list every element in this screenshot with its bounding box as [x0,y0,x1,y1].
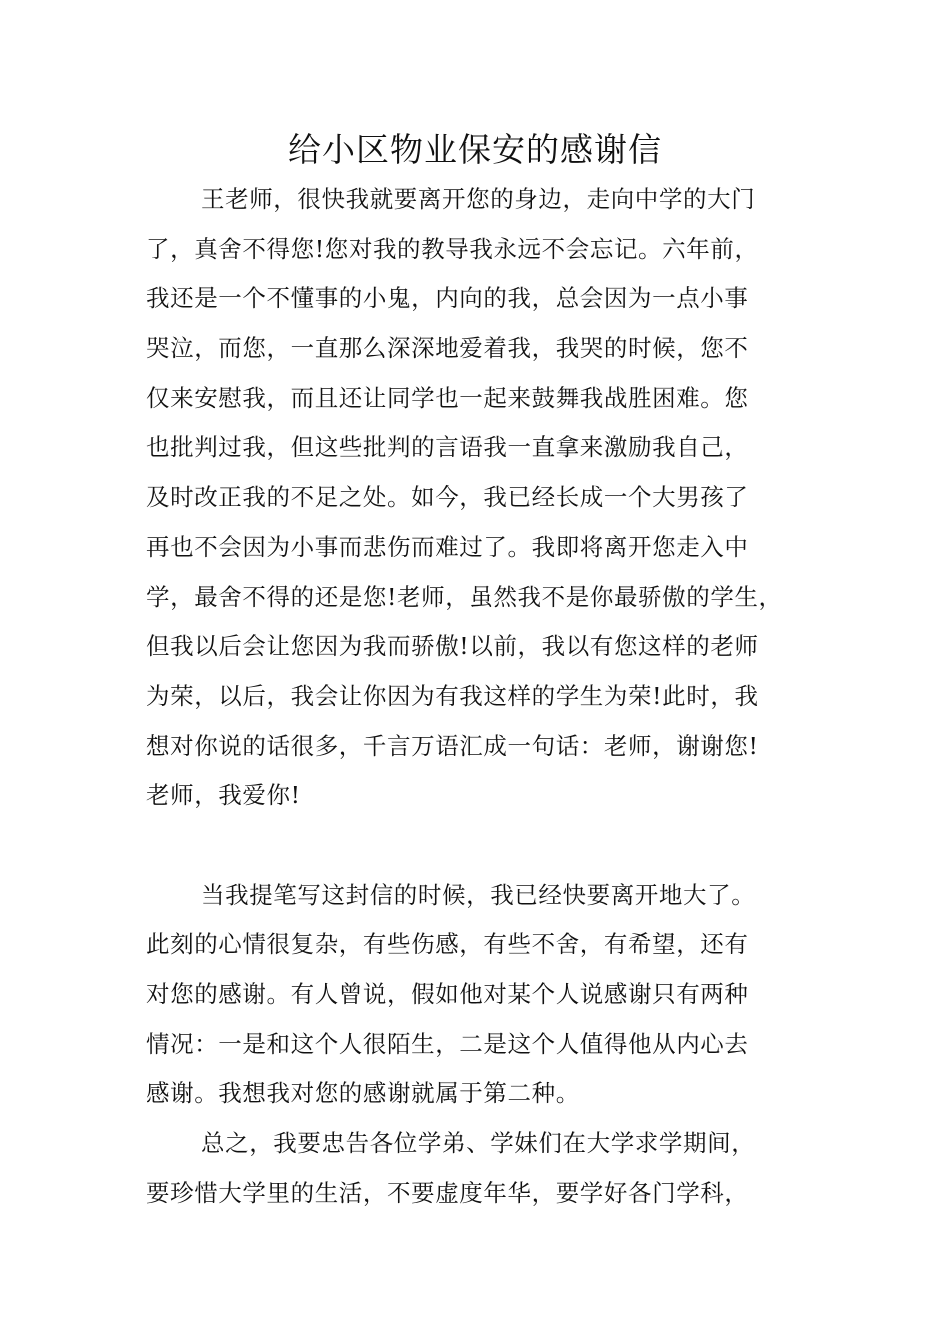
text-line: 再也不会因为小事而悲伤而难过了。我即将离开您走入中 [146,532,749,561]
text-line: 想对你说的话很多，千言万语汇成一句话：老师，谢谢您! [146,731,759,760]
text-line: 仅来安慰我，而且还让同学也一起来鼓舞我战胜困难。您 [146,383,749,412]
text-line: 对您的感谢。有人曾说，假如他对某个人说感谢只有两种 [146,980,749,1008]
text-line: 要珍惜大学里的生活，不要虚度年华，要学好各门学科， [146,1178,749,1207]
paragraph-spacer [146,821,810,871]
text-line: 哭泣，而您，一直那么深深地爱着我，我哭的时候，您不 [146,334,749,363]
text-line: 当我提笔写这封信的时候，我已经快要离开地大了。 [201,880,756,909]
text-line: 为荣，以后，我会让你因为有我这样的学生为荣!此时，我 [146,681,759,710]
text-line: 也批判过我，但这些批判的言语我一直拿来激励我自己， [146,433,749,462]
text-line: 学，最舍不得的还是您!老师，虽然我不是你最骄傲的学生， [146,582,783,611]
paragraph-1 [146,175,810,821]
text-line: 情况：一是和这个人很陌生，二是这个人值得他从内心去 [146,1029,749,1058]
text-line: 总之，我要忠告各位学弟、学妹们在大学求学期间， [201,1129,756,1158]
text-line: 王老师，很快我就要离开您的身边，走向中学的大门 [201,185,756,213]
text-line: 老师，我爱你! [146,781,301,810]
paragraph-3 [146,1119,810,1218]
paragraph-2 [146,871,810,1119]
text-line: 感谢。我想我对您的感谢就属于第二种。 [146,1079,580,1108]
text-line: 但我以后会让您因为我而骄傲!以前，我以有您这样的老师 [146,632,759,661]
document-body [146,175,810,1218]
text-line: 我还是一个不懂事的小鬼，内向的我，总会因为一点小事 [146,284,749,313]
text-line: 及时改正我的不足之处。如今，我已经长成一个大男孩了 [146,483,749,512]
text-line: 此刻的心情很复杂，有些伤感，有些不舍，有希望，还有 [146,930,749,959]
text-line: 了，真舍不得您!您对我的教导我永远不会忘记。六年前， [146,234,759,263]
document-title: 给小区物业保安的感谢信 [288,130,662,169]
